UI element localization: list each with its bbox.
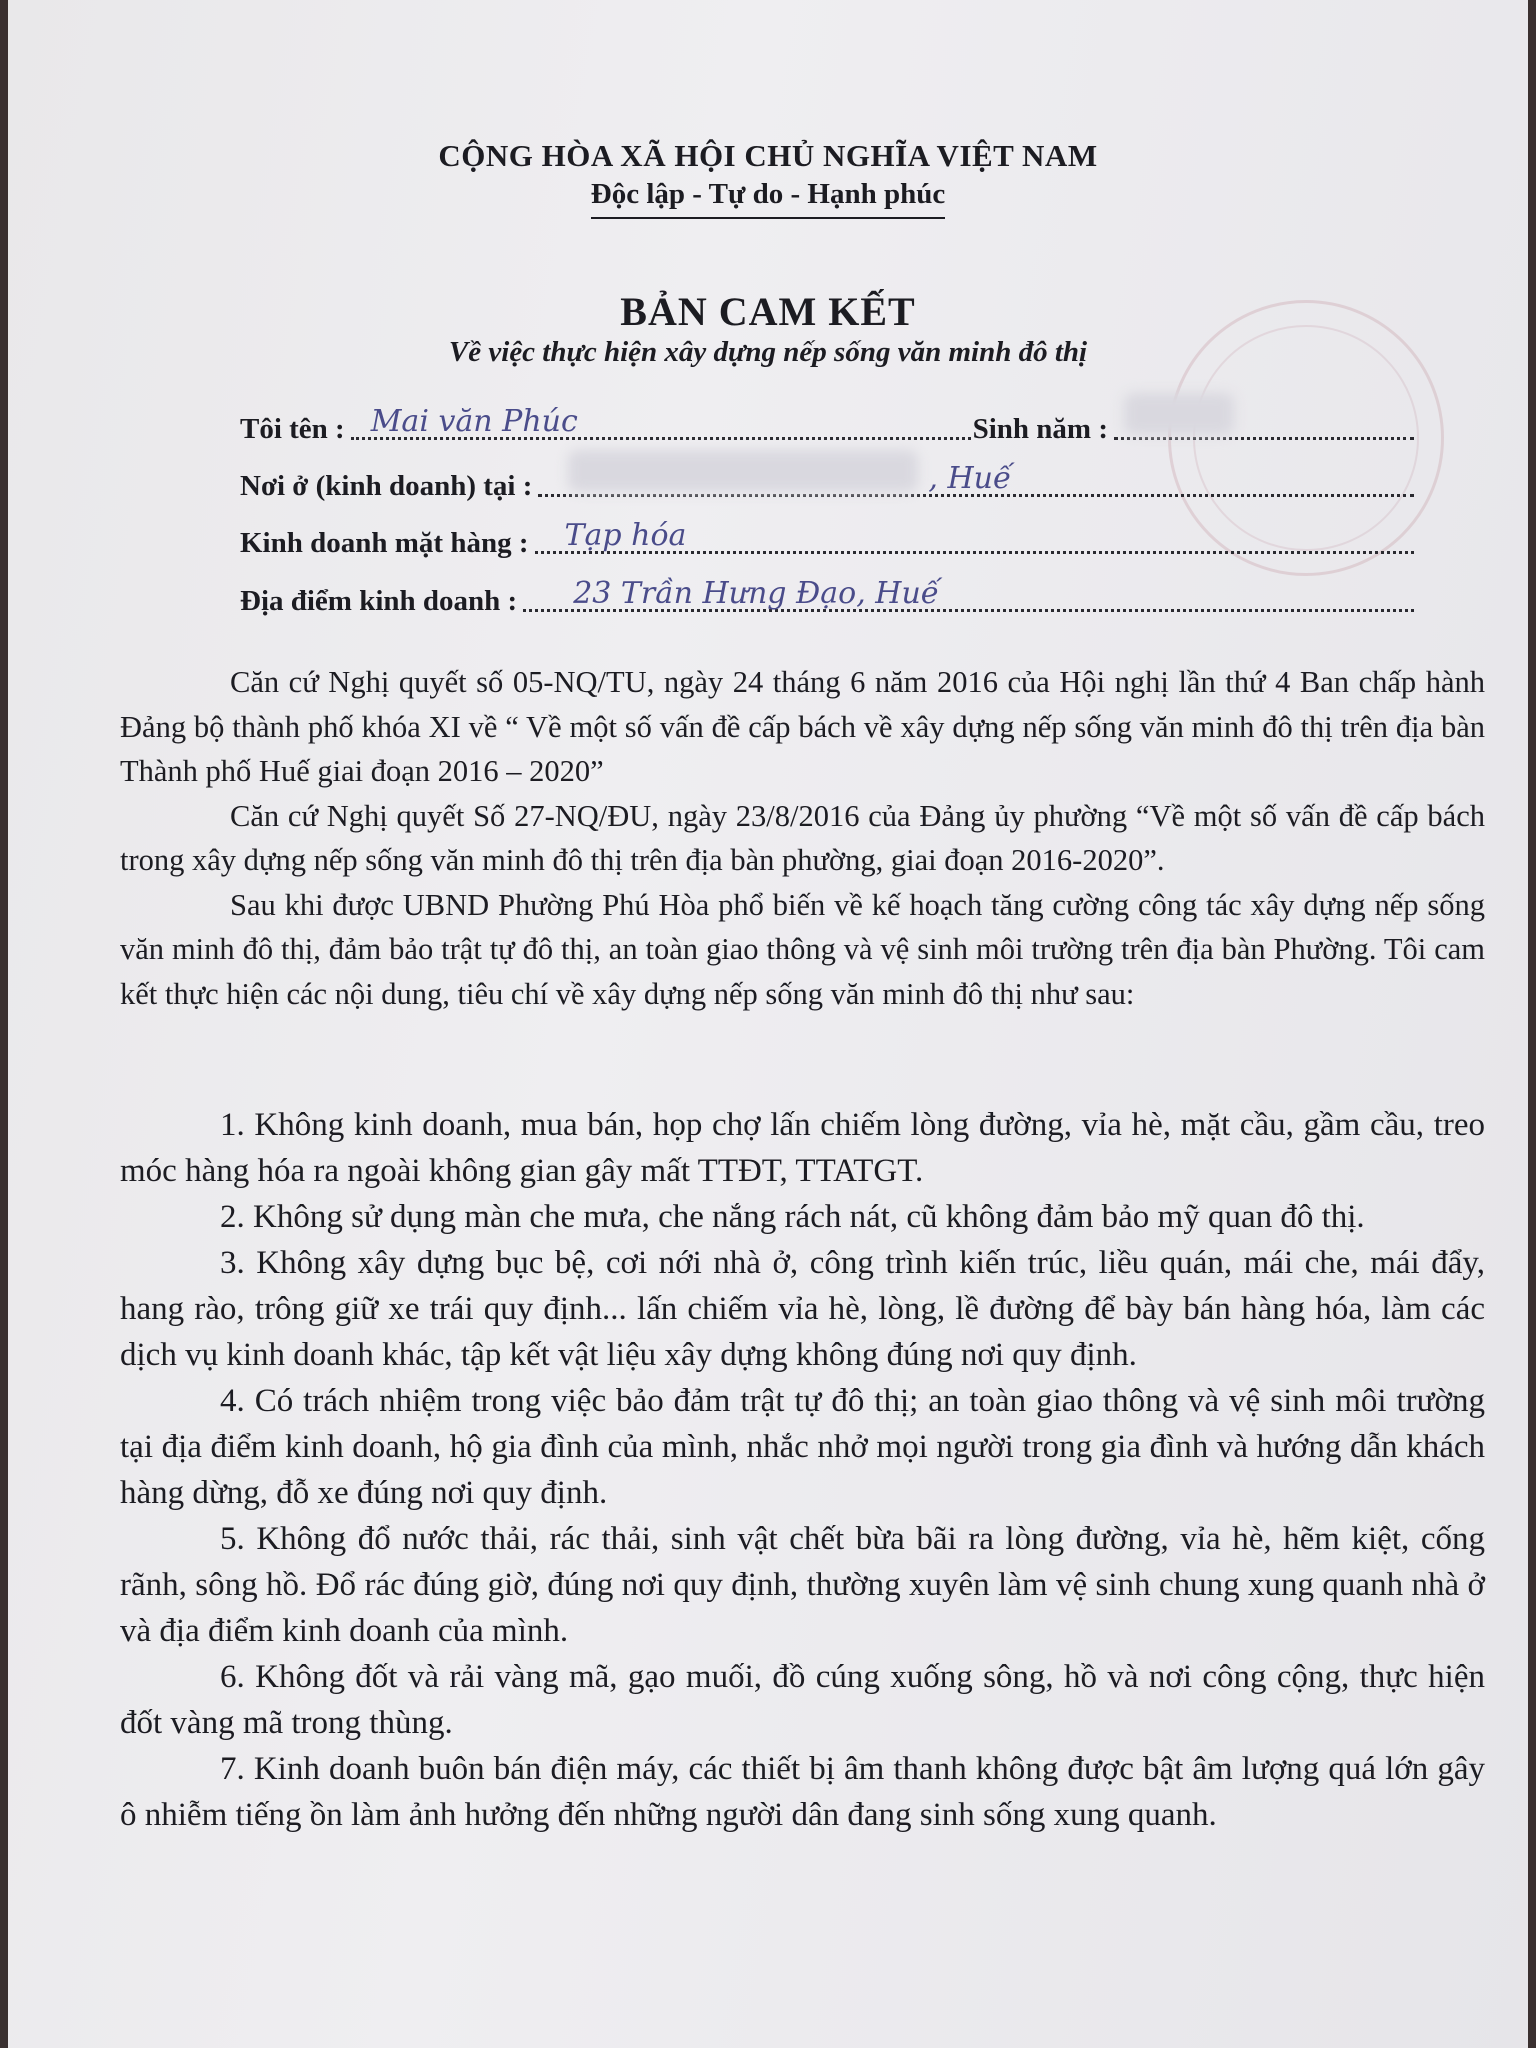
location-label: Địa điểm kinh doanh : <box>240 585 518 617</box>
preamble <box>120 660 1485 1016</box>
redacted-birth-year <box>1124 393 1234 435</box>
commitment-item: 5. Không đổ nước thải, rác thải, sinh vật chết bừa bãi ra lòng đường, vỉa hè, hẽm kiệt, cống rãnh, sông hồ. Đổ rác đúng giờ, đúng nơi quy định, thường xuyên làm vệ sinh chung xung quanh nhà ở và địa điểm kinh doanh của mình. <box>120 1521 1485 1649</box>
redacted-address <box>568 450 918 492</box>
residence-row <box>240 463 1416 503</box>
birth-year-line <box>1114 405 1414 440</box>
location-handwriting: 23 Trần Hưng Đạo, Huế <box>573 576 940 611</box>
document-title: BẢN CAM KẾT <box>620 289 916 334</box>
commitment-item: 3. Không xây dựng bục bệ, cơi nới nhà ở, công trình kiến trúc, liều quán, mái che, mái đẩy, hang rào, trông giữ xe trái quy định... lấn chiếm vỉa hè, lòng, lề đường để bày bán hàng hóa, làm các dịch vụ kinh doanh khác, tập kết vật liệu xây dựng không đúng nơi quy định. <box>120 1245 1485 1373</box>
national-motto: Độc lập - Tự do - Hạnh phúc <box>591 178 946 219</box>
commitment-item: 7. Kinh doanh buôn bán điện máy, các thiết bị âm thanh không được bật âm lượng quá lớn gây ô nhiễm tiếng ồn làm ảnh hưởng đến những người dân đang sinh sống xung quanh. <box>120 1751 1485 1833</box>
name-line <box>351 405 971 440</box>
name-handwriting: Mai văn Phúc <box>370 404 578 439</box>
national-title: CỘNG HÒA XÃ HỘI CHỦ NGHĨA VIỆT NAM <box>438 138 1098 173</box>
goods-handwriting: Tạp hóa <box>564 518 687 553</box>
goods-label: Kinh doanh mặt hàng : <box>240 527 529 559</box>
commitment-item: 6. Không đốt và rải vàng mã, gạo muối, đồ cúng xuống sông, hồ và nơi công cộng, thực hiện đốt vàng mã trong thùng. <box>120 1659 1485 1741</box>
residence-label: Nơi ở (kinh doanh) tại : <box>240 470 533 502</box>
name-label: Tôi tên : <box>240 413 345 445</box>
goods-line <box>535 519 1415 554</box>
commitment-item: 1. Không kinh doanh, mua bán, họp chợ lấn chiếm lòng đường, vỉa hè, mặt cầu, gầm cầu, treo móc hàng hóa ra ngoài không gian gây mất TTĐT, TTATGT. <box>120 1107 1485 1189</box>
commitment-item: 2. Không sử dụng màn che mưa, che nắng rách nát, cũ không đảm bảo mỹ quan đô thị. <box>220 1199 1365 1235</box>
commitment-item: 4. Có trách nhiệm trong việc bảo đảm trật tự đô thị; an toàn giao thông và vệ sinh môi trường tại địa điểm kinh doanh, hộ gia đình của mình, nhắc nhở mọi người trong gia đình và hướng dẫn khách hàng dừng, đỗ xe đúng nơi quy định. <box>120 1383 1485 1511</box>
document-page <box>8 0 1528 2048</box>
paragraph-resolution-05: Căn cứ Nghị quyết số 05-NQ/TU, ngày 24 tháng 6 năm 2016 của Hội nghị lần thứ 4 Ban chấp hành Đảng bộ thành phố khóa XI về “ Về một số vấn đề cấp bách về xây dựng nếp sống văn minh đô thị trên địa bàn Thành phố Huế giai đoạn 2016 – 2020” <box>120 665 1485 788</box>
location-row <box>240 578 1416 618</box>
paragraph-commitment-intro: Sau khi được UBND Phường Phú Hòa phổ biến về kế hoạch tăng cường công tác xây dựng nếp sống văn minh đô thị, đảm bảo trật tự đô thị, an toàn giao thông và vệ sinh môi trường trên địa bàn Phường. Tôi cam kết thực hiện các nội dung, tiêu chí về xây dựng nếp sống văn minh đô thị như sau: <box>120 887 1485 1011</box>
location-line <box>523 577 1414 612</box>
motto-wrapper <box>8 178 1528 219</box>
name-row <box>240 406 1416 446</box>
document-subtitle: Về việc thực hiện xây dựng nếp sống văn minh đô thị <box>448 336 1088 368</box>
commitment-list <box>120 1102 1485 1838</box>
paragraph-resolution-27: Căn cứ Nghị quyết Số 27-NQ/ĐU, ngày 23/8/2016 của Đảng ủy phường “Về một số vấn đề cấp bách trong xây dựng nếp sống văn minh đô thị trên địa bàn phường, giai đoạn 2016-2020”. <box>120 798 1485 877</box>
residence-line <box>538 462 1414 497</box>
goods-row <box>240 520 1416 560</box>
birth-year-label: Sinh năm : <box>972 413 1108 445</box>
residence-handwriting: , Huế <box>928 461 1012 496</box>
